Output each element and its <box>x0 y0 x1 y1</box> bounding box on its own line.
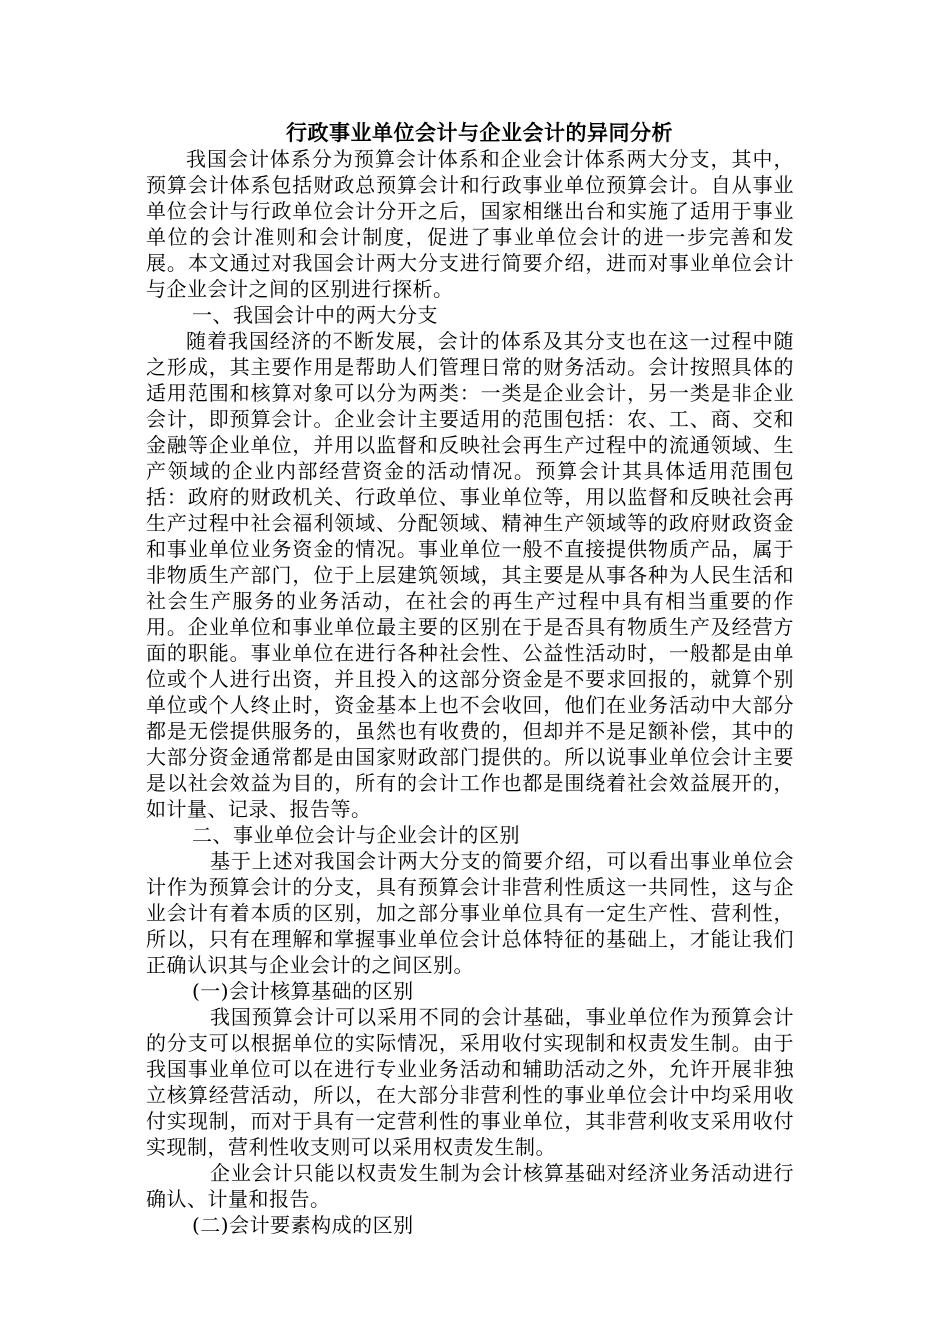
subsection-2-heading: (二)会计要素构成的区别 <box>192 1213 414 1237</box>
section-1-heading: 一、我国会计中的两大分支 <box>192 303 438 327</box>
subsection-1-note: 企业会计只能以权责发生制为会计核算基础对经济业务活动进行确认、计量和报告。 <box>146 1161 794 1211</box>
subsection-1-paragraph: 我国预算会计可以采用不同的会计基础，事业单位作为预算会计的分支可以根据单位的实际情况，采用收付实现制和权责发生制。由于我国事业单位可以在进行专业业务活动和辅助活动之外，允许开展非独立核算经营活动，所以，在大部分非营利性的事业单位会计中均采用收付实现制，而对于具有一定营利性的事业单位，其非营利收支采用收付实现制，营利性收支则可以采用权责发生制。 <box>146 1005 794 1159</box>
document-title: 行政事业单位会计与企业会计的异同分析 <box>286 121 673 145</box>
section-2-paragraph: 基于上述对我国会计两大分支的简要介绍，可以看出事业单位会计作为预算会计的分支，具有预算会计非营利性质这一共同性，这与企业会计有着本质的区别，加之部分事业单位具有一定生产性、营利性，所以，只有在理解和掌握事业单位会计总体特征的基础上，才能让我们正确认识其与企业会计的之间区别。 <box>146 849 794 977</box>
intro-paragraph: 我国会计体系分为预算会计体系和企业会计体系两大分支，其中，预算会计体系包括财政总预算会计和行政事业单位预算会计。自从事业单位会计与行政单位会计分开之后，国家相继出台和实施了适用于事业单位的会计准则和会计制度，促进了事业单位会计的进一步完善和发展。本文通过对我国会计两大分支进行简要介绍，进而对事业单位会计与企业会计之间的区别进行探析。 <box>146 147 794 301</box>
document-body <box>146 120 794 1238</box>
subsection-1-heading: (一)会计核算基础的区别 <box>192 979 414 1003</box>
section-1-paragraph: 随着我国经济的不断发展，会计的体系及其分支也在这一过程中随之形成，其主要作用是帮助人们管理日常的财务活动。会计按照具体的适用范围和核算对象可以分为两类：一类是企业会计，另一类是非企业会计，即预算会计。企业会计主要适用的范围包括：农、工、商、交和金融等企业单位，并用以监督和反映社会再生产过程中的流通领域、生产领域的企业内部经营资金的活动情况。预算会计其具体适用范围包括：政府的财政机关、行政单位、事业单位等，用以监督和反映社会再生产过程中社会福利领域、分配领域、精神生产领域等的政府财政资金和事业单位业务资金的情况。事业单位一般不直接提供物质产品，属于非物质生产部门，位于上层建筑领域，其主要是从事各种为人民生活和社会生产服务的业务活动，在社会的再生产过程中具有相当重要的作用。企业单位和事业单位最主要的区别在于是否具有物质生产及经营方面的职能。事业单位在进行各种社会性、公益性活动时，一般都是由单位或个人进行出资，并且投入的这部分资金是不要求回报的，就算个别单位或个人终止时，资金基本上也不会收回，他们在业务活动中大部分都是无偿提供服务的，虽然也有收费的，但却并不是足额补偿，其中的大部分资金通常都是由国家财政部门提供的。所以说事业单位会计主要是以社会效益为目的，所有的会计工作也都是围绕着社会效益展开的，如计量、记录、报告等。 <box>146 329 794 821</box>
section-2-heading: 二、事业单位会计与企业会计的区别 <box>192 823 520 847</box>
